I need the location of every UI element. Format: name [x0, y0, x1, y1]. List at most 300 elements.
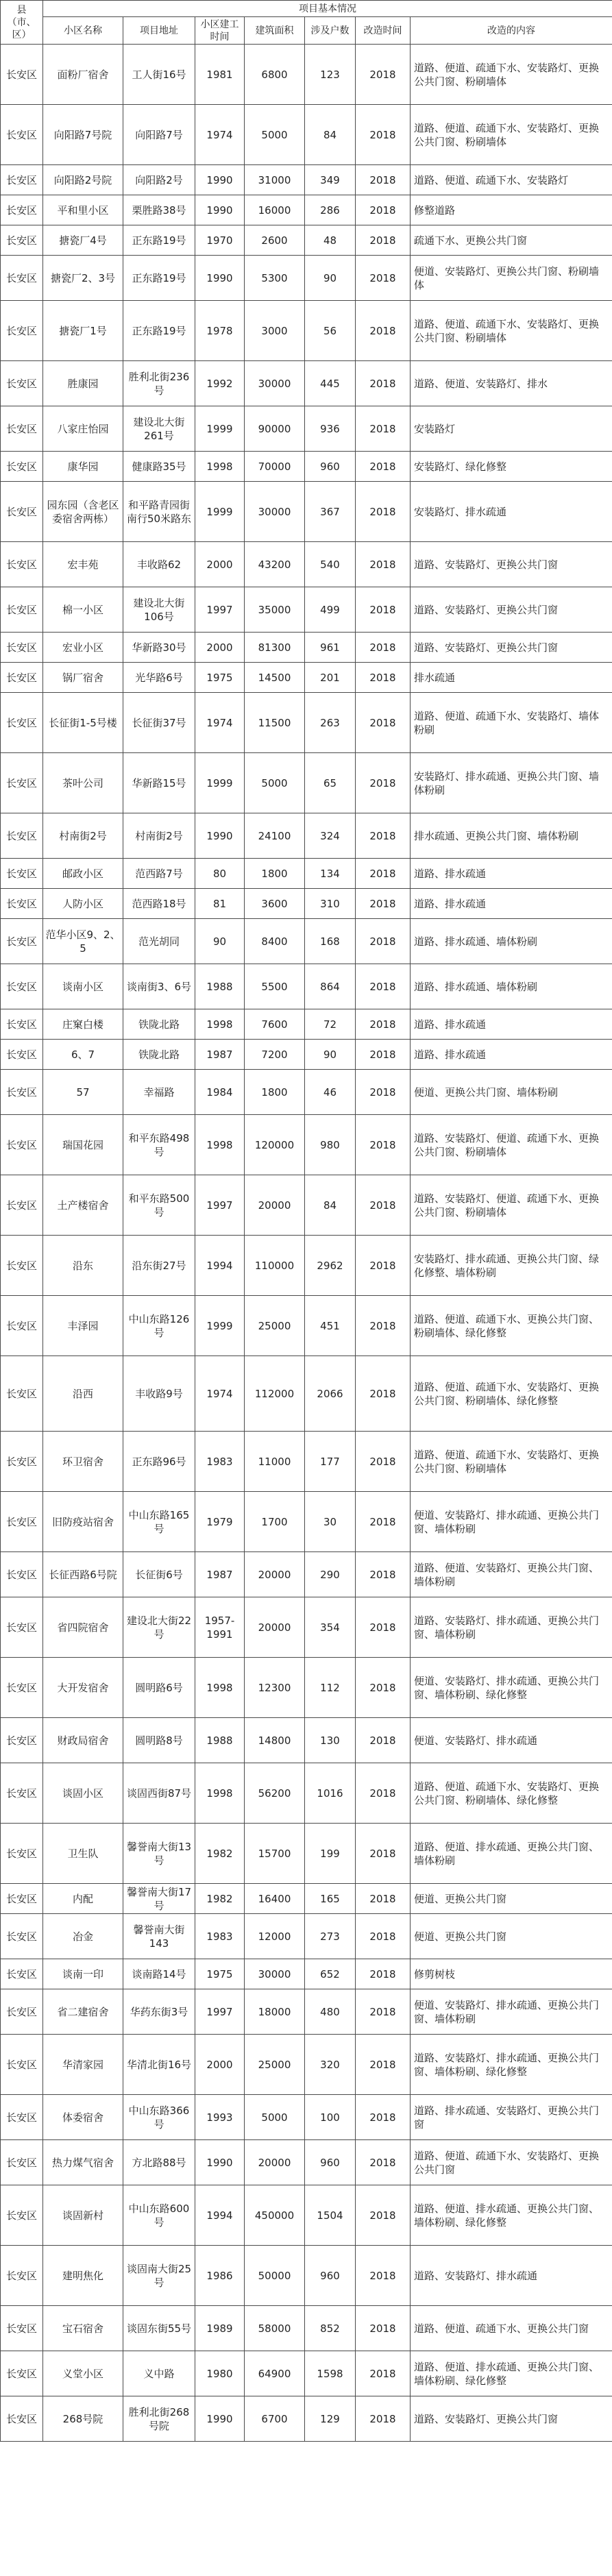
cell-build-year: 1994 [195, 1236, 245, 1296]
cell-content: 便道、更换公共门窗 [411, 1914, 612, 1959]
header-year: 小区建工时间 [195, 17, 245, 45]
cell-build-year: 1999 [195, 406, 245, 452]
table-row [1, 587, 612, 633]
cell-households: 2962 [305, 1236, 356, 1296]
cell-county: 长安区 [1, 45, 43, 105]
table-row [1, 2140, 612, 2185]
cell-county: 长安区 [1, 1763, 43, 1824]
cell-content: 道路、便道、疏通下水、安装路灯、更换公共门窗、粉刷墙体、绿化修整 [411, 1356, 612, 1432]
cell-build-year: 81 [195, 889, 245, 919]
cell-build-year: 1998 [195, 1763, 245, 1824]
cell-address: 中山东路126号 [123, 1296, 195, 1356]
cell-build-year: 1974 [195, 1356, 245, 1432]
cell-households: 112 [305, 1658, 356, 1718]
cell-households: 48 [305, 225, 356, 256]
cell-renovation-year: 2018 [356, 2185, 411, 2246]
cell-address: 工人街16号 [123, 45, 195, 105]
cell-renovation-year: 2018 [356, 633, 411, 663]
cell-county: 长安区 [1, 1914, 43, 1959]
cell-households: 165 [305, 1884, 356, 1914]
cell-renovation-year: 2018 [356, 1236, 411, 1296]
cell-renovation-year: 2018 [356, 1989, 411, 2035]
cell-households: 199 [305, 1824, 356, 1884]
cell-build-year: 1997 [195, 587, 245, 633]
cell-address: 栗胜路38号 [123, 195, 195, 225]
cell-build-year: 1957-1991 [195, 1597, 245, 1658]
cell-build-year: 1980 [195, 2351, 245, 2396]
cell-build-year: 1990 [195, 2140, 245, 2185]
cell-address: 幸福路 [123, 1070, 195, 1115]
table-row [1, 1492, 612, 1552]
cell-build-year: 1992 [195, 361, 245, 406]
cell-county: 长安区 [1, 452, 43, 482]
cell-area: 112000 [245, 1356, 305, 1432]
cell-county: 长安区 [1, 1884, 43, 1914]
cell-build-year: 90 [195, 919, 245, 964]
cell-name: 268号院 [43, 2396, 123, 2442]
cell-name: 大开发宿舍 [43, 1658, 123, 1718]
cell-content: 排水疏通、更换公共门窗、墙体粉刷 [411, 813, 612, 859]
cell-build-year: 1997 [195, 1175, 245, 1236]
cell-county: 长安区 [1, 1552, 43, 1597]
cell-renovation-year: 2018 [356, 1356, 411, 1432]
cell-content: 安装路灯、排水疏通、更换公共门窗、墙体粉刷 [411, 753, 612, 813]
cell-renovation-year: 2018 [356, 301, 411, 361]
cell-area: 81300 [245, 633, 305, 663]
cell-name: 宝石宿舍 [43, 2306, 123, 2351]
cell-county: 长安区 [1, 753, 43, 813]
cell-area: 7600 [245, 1009, 305, 1040]
cell-address: 建设北大街106号 [123, 587, 195, 633]
cell-name: 沿西 [43, 1356, 123, 1432]
cell-renovation-year: 2018 [356, 45, 411, 105]
cell-content: 疏通下水、更换公共门窗 [411, 225, 612, 256]
cell-renovation-year: 2018 [356, 1718, 411, 1763]
table-row [1, 964, 612, 1009]
cell-households: 84 [305, 105, 356, 165]
cell-build-year: 80 [195, 859, 245, 889]
cell-name: 体委宿舍 [43, 2095, 123, 2140]
cell-build-year: 1990 [195, 2396, 245, 2442]
cell-address: 和平东路500号 [123, 1175, 195, 1236]
table-row [1, 1115, 612, 1175]
table-row [1, 753, 612, 813]
cell-households: 72 [305, 1009, 356, 1040]
table-row [1, 361, 612, 406]
cell-households: 201 [305, 663, 356, 693]
cell-build-year: 1986 [195, 2246, 245, 2306]
cell-area: 1800 [245, 1070, 305, 1115]
cell-county: 长安区 [1, 2396, 43, 2442]
table-row [1, 301, 612, 361]
cell-area: 56200 [245, 1763, 305, 1824]
cell-address: 和平东路498号 [123, 1115, 195, 1175]
cell-name: 搪瓷厂1号 [43, 301, 123, 361]
cell-county: 长安区 [1, 1356, 43, 1432]
cell-build-year: 1999 [195, 753, 245, 813]
cell-renovation-year: 2018 [356, 1492, 411, 1552]
cell-area: 14500 [245, 663, 305, 693]
cell-county: 长安区 [1, 964, 43, 1009]
table-row [1, 2095, 612, 2140]
table-row [1, 105, 612, 165]
table-row [1, 2185, 612, 2246]
cell-renovation-year: 2018 [356, 361, 411, 406]
cell-name: 搪瓷厂2、3号 [43, 256, 123, 301]
cell-name: 土产楼宿舍 [43, 1175, 123, 1236]
cell-content: 便道、安装路灯、排水疏通、更换公共门窗、墙体粉刷 [411, 1989, 612, 2035]
cell-name: 华清家园 [43, 2035, 123, 2095]
cell-name: 村南街2号 [43, 813, 123, 859]
table-row [1, 1658, 612, 1718]
cell-content: 道路、安装路灯、更换公共门窗 [411, 633, 612, 663]
cell-county: 长安区 [1, 1658, 43, 1718]
cell-build-year: 1982 [195, 1824, 245, 1884]
cell-county: 长安区 [1, 1492, 43, 1552]
cell-county: 长安区 [1, 2306, 43, 2351]
cell-area: 18000 [245, 1989, 305, 2035]
cell-renovation-year: 2018 [356, 753, 411, 813]
cell-county: 长安区 [1, 105, 43, 165]
cell-county: 长安区 [1, 256, 43, 301]
cell-county: 长安区 [1, 1296, 43, 1356]
cell-address: 谈南路14号 [123, 1959, 195, 1989]
cell-county: 长安区 [1, 859, 43, 889]
cell-name: 茶叶公司 [43, 753, 123, 813]
table-row [1, 1296, 612, 1356]
table-row [1, 482, 612, 542]
table-row [1, 2035, 612, 2095]
cell-content: 道路、安装路灯、便道、疏通下水、更换公共门窗、粉刷墙体 [411, 1115, 612, 1175]
cell-county: 长安区 [1, 301, 43, 361]
table-row [1, 859, 612, 889]
cell-county: 长安区 [1, 1959, 43, 1989]
cell-county: 长安区 [1, 1070, 43, 1115]
cell-renovation-year: 2018 [356, 256, 411, 301]
cell-name: 邮政小区 [43, 859, 123, 889]
cell-households: 90 [305, 256, 356, 301]
table-row [1, 1552, 612, 1597]
header-area: 建筑面积 [245, 17, 305, 45]
cell-name: 义堂小区 [43, 2351, 123, 2396]
cell-content: 修整道路 [411, 195, 612, 225]
cell-renovation-year: 2018 [356, 1597, 411, 1658]
cell-county: 长安区 [1, 1115, 43, 1175]
cell-county: 长安区 [1, 542, 43, 587]
cell-county: 长安区 [1, 587, 43, 633]
cell-address: 华新路15号 [123, 753, 195, 813]
cell-renovation-year: 2018 [356, 165, 411, 195]
cell-content: 便道、安装路灯、排水疏通、更换公共门窗、墙体粉刷 [411, 1492, 612, 1552]
header-address: 项目地址 [123, 17, 195, 45]
cell-address: 长征街6号 [123, 1552, 195, 1597]
cell-name: 胜康园 [43, 361, 123, 406]
header-name: 小区名称 [43, 17, 123, 45]
header-households: 涉及户数 [305, 17, 356, 45]
cell-households: 84 [305, 1175, 356, 1236]
cell-address: 铁陇北路 [123, 1009, 195, 1040]
cell-address: 谈固西街87号 [123, 1763, 195, 1824]
cell-area: 12300 [245, 1658, 305, 1718]
cell-build-year: 1997 [195, 1989, 245, 2035]
table-row [1, 1763, 612, 1824]
cell-name: 省四院宿舍 [43, 1597, 123, 1658]
cell-address: 光华路6号 [123, 663, 195, 693]
cell-build-year: 1974 [195, 105, 245, 165]
cell-renovation-year: 2018 [356, 1296, 411, 1356]
cell-build-year: 1975 [195, 1959, 245, 1989]
cell-content: 道路、便道、疏通下水、安装路灯、更换公共门窗、粉刷墙体 [411, 1432, 612, 1492]
cell-build-year: 1998 [195, 1658, 245, 1718]
table-body [1, 45, 612, 2442]
cell-households: 65 [305, 753, 356, 813]
cell-name: 园东园（含老区委宿舍两栋） [43, 482, 123, 542]
cell-county: 长安区 [1, 813, 43, 859]
cell-area: 70000 [245, 452, 305, 482]
cell-address: 正东路19号 [123, 256, 195, 301]
cell-content: 道路、便道、疏通下水、安装路灯、更换公共门窗、粉刷墙体 [411, 45, 612, 105]
cell-address: 华新路30号 [123, 633, 195, 663]
cell-area: 20000 [245, 1175, 305, 1236]
cell-area: 24100 [245, 813, 305, 859]
cell-county: 长安区 [1, 195, 43, 225]
cell-build-year: 1990 [195, 256, 245, 301]
table-row [1, 225, 612, 256]
cell-build-year: 1970 [195, 225, 245, 256]
cell-area: 5000 [245, 105, 305, 165]
cell-renovation-year: 2018 [356, 1884, 411, 1914]
cell-content: 道路、便道、排水疏通、更换公共门窗、墙体粉刷 [411, 1824, 612, 1884]
cell-county: 长安区 [1, 1009, 43, 1040]
table-row [1, 452, 612, 482]
cell-build-year: 2000 [195, 542, 245, 587]
cell-address: 谈固东街55号 [123, 2306, 195, 2351]
cell-build-year: 2000 [195, 2035, 245, 2095]
cell-county: 长安区 [1, 2140, 43, 2185]
cell-renovation-year: 2018 [356, 482, 411, 542]
cell-households: 273 [305, 1914, 356, 1959]
cell-name: 八家庄怡园 [43, 406, 123, 452]
cell-build-year: 1987 [195, 1552, 245, 1597]
cell-content: 道路、安装路灯、排水疏通、更换公共门窗、墙体粉刷 [411, 1597, 612, 1658]
cell-renovation-year: 2018 [356, 859, 411, 889]
cell-area: 25000 [245, 1296, 305, 1356]
cell-build-year: 1990 [195, 165, 245, 195]
cell-build-year: 1984 [195, 1070, 245, 1115]
cell-build-year: 1978 [195, 301, 245, 361]
cell-area: 110000 [245, 1236, 305, 1296]
cell-renovation-year: 2018 [356, 225, 411, 256]
cell-name: 谈南小区 [43, 964, 123, 1009]
cell-content: 道路、排水疏通、安装路灯、更换公共门窗 [411, 2095, 612, 2140]
cell-renovation-year: 2018 [356, 1070, 411, 1115]
cell-content: 道路、排水疏通 [411, 859, 612, 889]
cell-name: 长征西路6号院 [43, 1552, 123, 1597]
cell-area: 15700 [245, 1824, 305, 1884]
cell-content: 道路、便道、疏通下水、安装路灯、墙体粉刷 [411, 693, 612, 753]
cell-households: 46 [305, 1070, 356, 1115]
cell-households: 123 [305, 45, 356, 105]
cell-county: 长安区 [1, 889, 43, 919]
cell-build-year: 1983 [195, 1432, 245, 1492]
cell-county: 长安区 [1, 663, 43, 693]
cell-households: 540 [305, 542, 356, 587]
cell-area: 7200 [245, 1040, 305, 1070]
cell-households: 936 [305, 406, 356, 452]
cell-renovation-year: 2018 [356, 2035, 411, 2095]
cell-households: 263 [305, 693, 356, 753]
cell-county: 长安区 [1, 1824, 43, 1884]
cell-content: 便道、更换公共门窗 [411, 1884, 612, 1914]
cell-renovation-year: 2018 [356, 406, 411, 452]
cell-content: 道路、安装路灯、排水疏通 [411, 2246, 612, 2306]
cell-households: 320 [305, 2035, 356, 2095]
cell-area: 5300 [245, 256, 305, 301]
cell-area: 14800 [245, 1718, 305, 1763]
cell-name: 康华园 [43, 452, 123, 482]
cell-county: 长安区 [1, 225, 43, 256]
cell-address: 正东路96号 [123, 1432, 195, 1492]
cell-name: 57 [43, 1070, 123, 1115]
cell-households: 451 [305, 1296, 356, 1356]
cell-name: 搪瓷厂4号 [43, 225, 123, 256]
header-renovation-year: 改造时间 [356, 17, 411, 45]
cell-county: 长安区 [1, 1432, 43, 1492]
table-row [1, 919, 612, 964]
table-row [1, 165, 612, 195]
cell-address: 中山东路366号 [123, 2095, 195, 2140]
cell-area: 3600 [245, 889, 305, 919]
cell-county: 长安区 [1, 2035, 43, 2095]
cell-area: 11000 [245, 1432, 305, 1492]
cell-name: 谈固小区 [43, 1763, 123, 1824]
cell-build-year: 1993 [195, 2095, 245, 2140]
cell-households: 168 [305, 919, 356, 964]
cell-renovation-year: 2018 [356, 1552, 411, 1597]
table-row [1, 1356, 612, 1432]
cell-content: 道路、便道、疏通下水、安装路灯、更换公共门窗、粉刷墙体 [411, 301, 612, 361]
cell-renovation-year: 2018 [356, 919, 411, 964]
cell-households: 852 [305, 2306, 356, 2351]
cell-build-year: 1998 [195, 1009, 245, 1040]
header-group: 项目基本情况 [43, 1, 612, 17]
cell-households: 30 [305, 1492, 356, 1552]
cell-name: 宏丰苑 [43, 542, 123, 587]
cell-households: 310 [305, 889, 356, 919]
cell-households: 177 [305, 1432, 356, 1492]
cell-build-year: 1983 [195, 1914, 245, 1959]
table-row [1, 889, 612, 919]
table-row [1, 542, 612, 587]
cell-households: 90 [305, 1040, 356, 1070]
cell-households: 960 [305, 452, 356, 482]
cell-content: 道路、安装路灯、便道、疏通下水、更换公共门窗、粉刷墙体 [411, 1175, 612, 1236]
cell-address: 向阳路2号 [123, 165, 195, 195]
cell-households: 480 [305, 1989, 356, 2035]
table-row [1, 1432, 612, 1492]
cell-name: 丰泽园 [43, 1296, 123, 1356]
cell-name: 长征街1-5号楼 [43, 693, 123, 753]
cell-content: 道路、便道、排水疏通、更换公共门窗、墙体粉刷、绿化修整 [411, 2185, 612, 2246]
cell-address: 中山东路165号 [123, 1492, 195, 1552]
table-row [1, 2306, 612, 2351]
cell-county: 长安区 [1, 1236, 43, 1296]
cell-name: 棉一小区 [43, 587, 123, 633]
cell-area: 2600 [245, 225, 305, 256]
table-row [1, 693, 612, 753]
cell-address: 馨誉南大街13号 [123, 1824, 195, 1884]
cell-address: 方北路88号 [123, 2140, 195, 2185]
cell-content: 道路、排水疏通 [411, 889, 612, 919]
cell-name: 省二建宿舍 [43, 1989, 123, 2035]
cell-name: 旧防疫站宿舍 [43, 1492, 123, 1552]
cell-renovation-year: 2018 [356, 105, 411, 165]
cell-name: 向阳路2号院 [43, 165, 123, 195]
cell-county: 长安区 [1, 633, 43, 663]
header-county: 县（市、区） [1, 1, 43, 45]
cell-county: 长安区 [1, 919, 43, 964]
cell-households: 134 [305, 859, 356, 889]
cell-area: 5000 [245, 753, 305, 813]
cell-area: 1700 [245, 1492, 305, 1552]
table-row [1, 1236, 612, 1296]
cell-build-year: 1987 [195, 1040, 245, 1070]
cell-content: 道路、排水疏通、墙体粉刷 [411, 919, 612, 964]
table-row [1, 1070, 612, 1115]
cell-build-year: 1994 [195, 2185, 245, 2246]
cell-county: 长安区 [1, 2185, 43, 2246]
cell-households: 286 [305, 195, 356, 225]
cell-renovation-year: 2018 [356, 1009, 411, 1040]
cell-renovation-year: 2018 [356, 2306, 411, 2351]
cell-address: 和平路青园街南行50米路东 [123, 482, 195, 542]
cell-area: 20000 [245, 2140, 305, 2185]
cell-address: 村南街2号 [123, 813, 195, 859]
cell-area: 16000 [245, 195, 305, 225]
cell-content: 便道、更换公共门窗、墙体粉刷 [411, 1070, 612, 1115]
cell-county: 长安区 [1, 361, 43, 406]
cell-address: 建设北大街22号 [123, 1597, 195, 1658]
cell-content: 道路、便道、安装路灯、更换公共门窗、墙体粉刷 [411, 1552, 612, 1597]
cell-build-year: 1988 [195, 964, 245, 1009]
cell-build-year: 1975 [195, 663, 245, 693]
cell-content: 道路、便道、安装路灯、排水 [411, 361, 612, 406]
cell-name: 卫生队 [43, 1824, 123, 1884]
header-row-columns [1, 17, 612, 45]
cell-households: 130 [305, 1718, 356, 1763]
cell-area: 6800 [245, 45, 305, 105]
cell-households: 324 [305, 813, 356, 859]
cell-renovation-year: 2018 [356, 195, 411, 225]
cell-content: 道路、安装路灯、更换公共门窗 [411, 2396, 612, 2442]
cell-renovation-year: 2018 [356, 889, 411, 919]
table-row [1, 1175, 612, 1236]
cell-households: 354 [305, 1597, 356, 1658]
cell-area: 31000 [245, 165, 305, 195]
cell-address: 圆明路8号 [123, 1718, 195, 1763]
cell-address: 建设北大街261号 [123, 406, 195, 452]
cell-households: 445 [305, 361, 356, 406]
cell-name: 瑞国花园 [43, 1115, 123, 1175]
table-row [1, 633, 612, 663]
table-row [1, 2396, 612, 2442]
cell-name: 宏业小区 [43, 633, 123, 663]
cell-build-year: 1982 [195, 1884, 245, 1914]
cell-content: 道路、安装路灯、排水疏通、更换公共门窗、墙体粉刷、绿化修整 [411, 2035, 612, 2095]
header-content: 改造的内容 [411, 17, 612, 45]
cell-renovation-year: 2018 [356, 1175, 411, 1236]
cell-households: 56 [305, 301, 356, 361]
